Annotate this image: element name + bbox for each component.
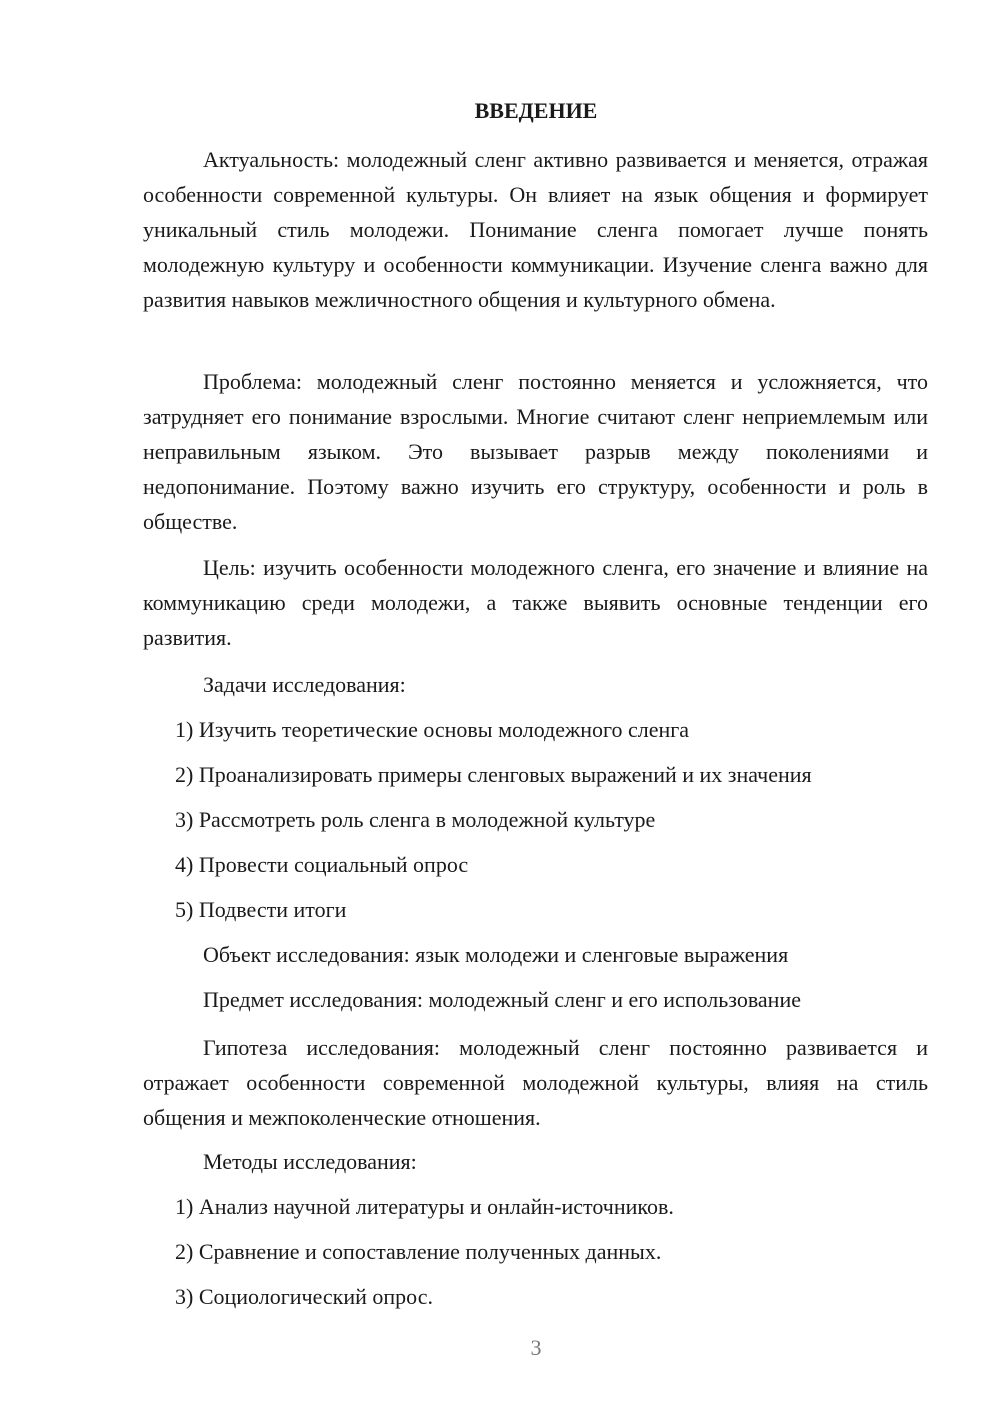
method-item: 3) Социологический опрос. <box>175 1284 433 1309</box>
relevance-paragraph: Актуальность: молодежный сленг активно развивается и меняется, отражая особенности современной культуры. Он влияет на язык общения и формирует уникальный стиль молодежи. Понимание сленга помогает лучше понять молодежную культуру и особенности коммуникации. Изучение сленга важно для развития навыков межличностного общения и культурного обмена. <box>143 147 928 312</box>
task-item: 4) Провести социальный опрос <box>175 852 469 877</box>
goal-paragraph: Цель: изучить особенности молодежного сленга, его значение и влияние на коммуникацию среди молодежи, а также выявить основные тенденции его развития. <box>143 555 928 650</box>
method-item: 1) Анализ научной литературы и онлайн-источников. <box>175 1194 674 1219</box>
task-item: 3) Рассмотреть роль сленга в молодежной культуре <box>175 807 656 832</box>
page-number: 3 <box>530 1335 542 1360</box>
task-item: 1) Изучить теоретические основы молодежного сленга <box>175 717 690 742</box>
task-item: 2) Проанализировать примеры сленговых выражений и их значения <box>175 762 812 787</box>
problem-paragraph: Проблема: молодежный сленг постоянно меняется и усложняется, что затрудняет его понимание взрослыми. Многие считают сленг неприемлемым или неправильным языком. Это вызывает разрыв между поколениями и недопонимание. Поэтому важно изучить его структуру, особенности и роль в обществе. <box>143 369 928 534</box>
task-item: 5) Подвести итоги <box>175 897 347 922</box>
hypothesis-paragraph: Гипотеза исследования: молодежный сленг постоянно развивается и отражает особенности современной молодежной культуры, влияя на стиль общения и межпоколенческие отношения. <box>143 1035 928 1130</box>
subject-line: Предмет исследования: молодежный сленг и его использование <box>203 987 801 1012</box>
tasks-heading: Задачи исследования: <box>203 672 406 697</box>
methods-heading: Методы исследования: <box>203 1149 417 1174</box>
page-title: ВВЕДЕНИЕ <box>474 98 598 123</box>
method-item: 2) Сравнение и сопоставление полученных данных. <box>175 1239 662 1264</box>
object-line: Объект исследования: язык молодежи и сленговые выражения <box>203 942 789 967</box>
